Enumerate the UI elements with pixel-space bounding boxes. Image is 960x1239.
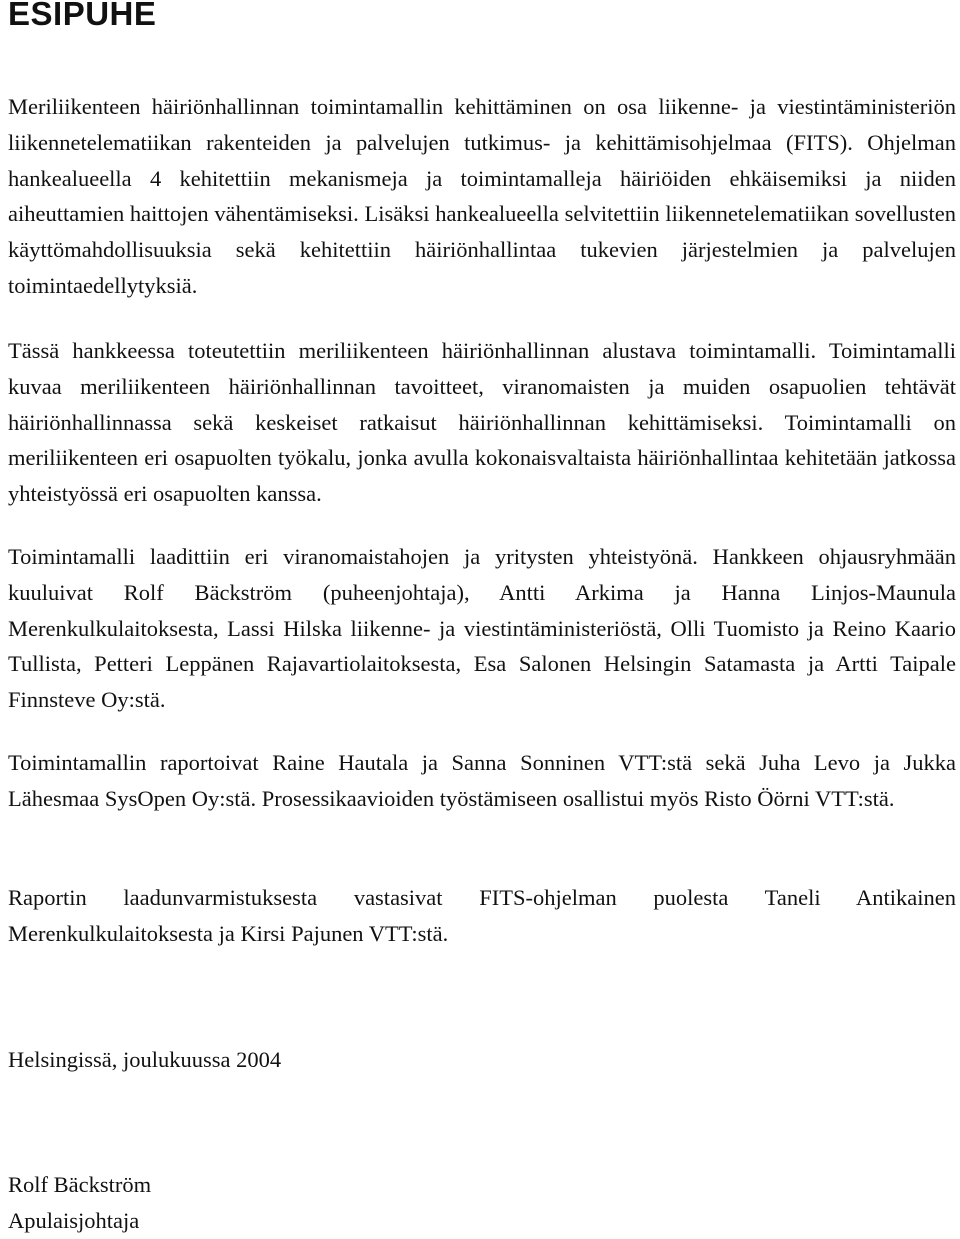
- signature-name: Rolf Bäckström: [8, 1172, 152, 1197]
- paragraph-intro: Meriliikenteen häiriönhallinnan toimintamallin kehittäminen on osa liikenne- ja viestintäministeriön liikennetelematiikan rakenteiden ja palvelujen tutkimus- ja kehittämisohjelmaa (FITS). Ohjelman hankealueella 4 kehitettiin mekanismeja ja toimintamalleja häiriöiden ehkäisemiksi ja niiden aiheuttamien haittojen vähentämiseksi. Lisäksi hankealueella selvitettiin liikennetelematiikan sovellusten käyttömahdollisuuksia sekä kehitettiin häiriönhallintaa tukevien järjestelmien ja palvelujen toimintaedellytyksiä.: [8, 94, 956, 298]
- place-and-date: Helsingissä, joulukuussa 2004: [8, 1047, 282, 1072]
- page-title: ESIPUHE: [8, 0, 157, 32]
- paragraph-model: Tässä hankkeessa toteutettiin meriliikenteen häiriönhallinnan alustava toimintamalli. Toimintamalli kuvaa meriliikenteen häiriönhallinnan tavoitteet, viranomaisten ja muiden osapuolien tehtävät häiriönhallinnassa sekä keskeiset ratkaisut häiriönhallinnan kehittämiseksi. Toimintamalli on meriliikenteen eri osapuolten työkalu, jonka avulla kokonaisvaltaista häiriönhallintaa kehitetään jatkossa yhteistyössä eri osapuolten kanssa.: [8, 338, 956, 507]
- paragraph-authors: Toimintamallin raportoivat Raine Hautala ja Sanna Sonninen VTT:stä sekä Juha Levo ja Jukka Lähesmaa SysOpen Oy:stä. Prosessikaavioiden työstämiseen osallistui myös Risto Öörni VTT:stä.: [8, 750, 956, 811]
- paragraph-quality-assurance: Raportin laadunvarmistuksesta vastasivat FITS-ohjelman puolesta Taneli Antikainen Merenkulkulaitoksesta ja Kirsi Pajunen VTT:stä.: [8, 885, 956, 946]
- paragraph-steering-group: Toimintamalli laadittiin eri viranomaistahojen ja yritysten yhteistyönä. Hankkeen ohjausryhmään kuuluivat Rolf Bäckström (puheenjohtaja), Antti Arkima ja Hanna Linjos-Maunula Merenkulkulaitoksesta, Lassi Hilska liikenne- ja viestintäministeriöstä, Olli Tuomisto ja Reino Kaario Tullista, Petteri Leppänen Rajavartiolaitoksesta, Esa Salonen Helsingin Satamasta ja Artti Taipale Finnsteve Oy:stä.: [8, 544, 956, 713]
- signature-title: Apulaisjohtaja: [8, 1208, 140, 1233]
